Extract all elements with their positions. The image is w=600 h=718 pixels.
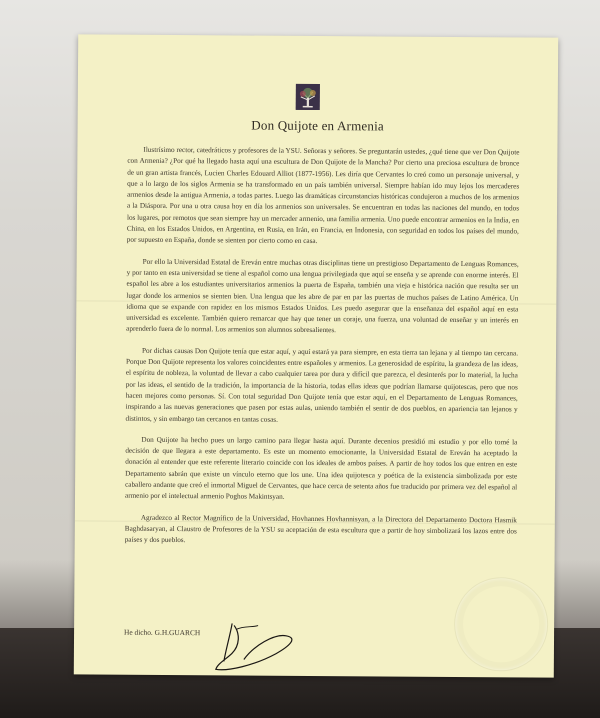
handwritten-signature xyxy=(214,615,304,677)
paragraph-2: Por ello la Universidad Estatal de Ereván entre muchas otras disciplinas tiene un prestigioso Departamento de Lenguas Romances, y por tanto en esta universidad se tiene al español como una lengua privilegiada que aquí se enseña y se aprende con enorme interés. El español les abre a los estudiantes universitarios armenios la puerta de España, también una vieja e histórica nación que resulta ser un lugar donde los armenios se sienten bien. Una lengua que les abre de par en par las puertas de muchos países de Latino América. Un idioma que se expande con rapidez en los mismos Estados Unidos. Les puedo asegurar que la enseñanza del español aquí en esta universidad es excelente. También quiero remarcar que hay que tener un coraje, una fuerza, una voluntad de enseñar y un interés en aprenderlo fuera de lo normal. Los armenios son alumnos sobresalientes. xyxy=(126,257,519,335)
paragraph-5: Agradezco al Rector Magnífico de la Universidad, Hovhannes Hovhannisyan, a la Directora del Departamento Doctora Hasmik Baghdasaryan, al Claustro de Profesores de la YSU su aceptación de esta escultura que a partir de hoy simbolizará los lazos entre dos países y dos pueblos. xyxy=(124,513,517,545)
paragraph-1: Ilustrísimo rector, catedráticos y profesores de la YSU. Señoras y señores. Se preguntarán ustedes, ¿qué tiene que ver Don Quijote con Armenia? ¿Por qué ha llegado hasta aquí una escultura de Don Quijote de la Mancha? Por cierto una preciosa escultura de bronce de un gran artista francés, Lucien Charles Edouard Alliot (1877-1956). Les diría que Cervantes lo creó como un personaje universal, y que a lo largo de los siglos Armenia se ha transformado en un país también universal. Siempre habían ido muy lejos los mercaderes armenios desde la antigua Armenia, a todas partes. Luego las dramáticas circunstancias históricas condujeron a muchos de los armenios a la Diáspora. Por una u otra causa hoy en día los armenios son universales. Se encuentran en todas las naciones del mundo, en todos los lugares, por remotos que sean siempre hay un mercader armenio, una familia armenia. Uno puede encontrar armenios en la India, en China, en los Estados Unidos, en Argentina, en Rusia, en Irán, en Francia, en Indonesia, con seguridad en todos los países del mundo, por supuesto en España, donde se sienten por cierto como en casa. xyxy=(126,145,520,246)
paragraph-3: Por dichas causas Don Quijote tenía que estar aquí, y aquí estará ya para siempre, en esta tierra tan lejana y al tiempo tan cercana. Porque Don Quijote representa los valores coincidentes entre españoles y armenios. La generosidad de espíritu, la grandeza de las ideas, el espíritu de nobleza, la voluntad de llevar a cabo cualquier tarea por dura y difícil que parezca, el desinterés por lo material, la lucha por las ideas, el sentido de la tradición, la importancia de la historia, todas ellas ideas que podrían llamarse quijotescas, pero que nos hacen mejores como personas. Sí. Con total seguridad Don Quijote tenía que estar aquí, en el Departamento de Lenguas Romances, inspirando a las nuevas generaciones que pasen por estas aulas, uniendo también el sentir de dos pueblos, en apariencia tan lejanos y distintos, y sin embargo tan cercanos en tantas cosas. xyxy=(125,346,519,424)
tree-logo-icon xyxy=(296,84,320,110)
closing-line: He dicho. G.H.GUARCH xyxy=(124,627,201,638)
embossed-seal xyxy=(454,577,549,672)
document-title: Don Quijote en Armenia xyxy=(251,117,384,134)
paragraph-4: Don Quijote ha hecho pues un largo camino para llegar hasta aquí. Durante decenios presidió mi estudio y por ello tomé la decisión de que llegara a este departamento. Es este un momento emocionante, la Universidad Estatal de Ereván ha aceptado la donación al entender que este referente literario coincide con los ideales de ambos países. A partir de hoy todos los que entren en este Departamento sabrán que existe un vínculo eterno que los une. Una idea quijotesca y poética de la existencia simbolizada por este caballero andante que creó el inmortal Miguel de Cervantes, que hace cerca de setenta años fue traducido por primera vez del español al armenio por el intelectual armenio Poghos Makintsyan. xyxy=(124,435,518,502)
letter-body xyxy=(125,145,520,559)
letter-page xyxy=(74,34,558,677)
